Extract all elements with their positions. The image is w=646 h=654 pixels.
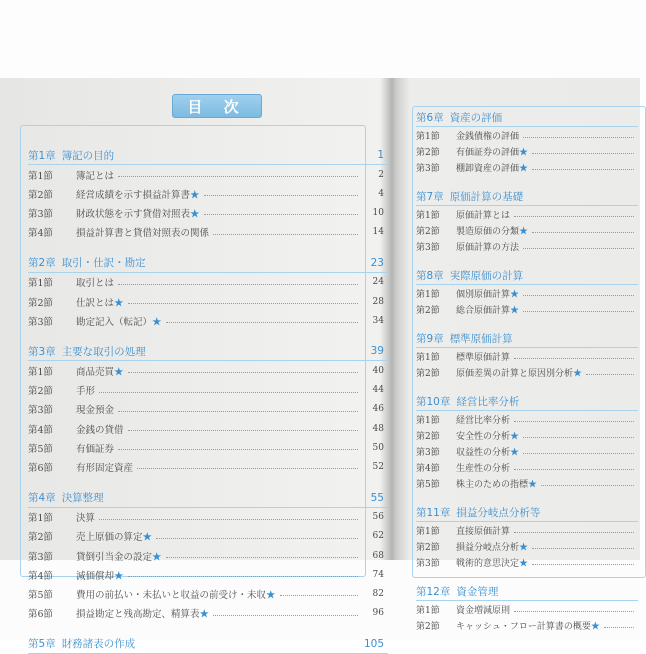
section-number: 第2節: [416, 542, 440, 553]
chapter-block: [416, 266, 638, 317]
chapter-number: 第5章: [28, 638, 56, 651]
star-icon: ★: [190, 189, 200, 201]
section-title: 原価計算の方法: [456, 242, 520, 253]
leader-dots: [532, 232, 634, 233]
section-number: 第4節: [28, 228, 54, 240]
star-icon: ★: [590, 621, 600, 632]
section-number: 第2節: [28, 532, 54, 544]
section-title: 勘定記入（転記）★: [76, 316, 162, 328]
section-row[interactable]: [28, 546, 388, 565]
section-number: 第2節: [28, 297, 54, 309]
section-number: 第1節: [416, 131, 440, 142]
background-top: [0, 0, 640, 78]
section-row[interactable]: [28, 457, 388, 476]
section-number: 第2節: [416, 147, 440, 158]
leader-dots: [99, 392, 358, 393]
chapter-title: 主要な取引の処理: [61, 345, 146, 358]
leader-dots: [118, 411, 358, 412]
section-title: 損益勘定と残高勘定、精算表★: [76, 609, 210, 621]
section-row[interactable]: [416, 443, 638, 459]
section-row[interactable]: [28, 584, 388, 603]
leader-dots: [118, 284, 358, 285]
section-title: 決算: [76, 513, 96, 525]
chapter-heading[interactable]: [416, 187, 638, 206]
section-number: 第1節: [416, 415, 440, 426]
leader-dots: [128, 576, 358, 577]
leader-dots: [523, 295, 634, 296]
section-title: 金銭の貸借: [76, 424, 124, 436]
chapter-title: 簿記の目的: [61, 149, 115, 162]
section-number: 第1節: [28, 170, 54, 182]
leader-dots: [523, 248, 634, 249]
section-row[interactable]: [28, 292, 388, 311]
leader-dots: [532, 169, 634, 170]
section-row[interactable]: [28, 527, 388, 546]
section-page: 4: [378, 188, 384, 199]
leader-dots: [156, 538, 358, 539]
toc-title: 目 次: [172, 94, 262, 118]
chapter-block: [416, 582, 638, 633]
section-number: 第2節: [416, 431, 440, 442]
section-title: 資金増減原則: [456, 605, 511, 616]
section-row[interactable]: [28, 311, 388, 330]
section-number: 第3節: [28, 405, 54, 417]
section-row[interactable]: [28, 223, 388, 242]
leader-dots: [166, 557, 358, 558]
section-title: 費用の前払い・未払いと収益の前受け・未収★: [76, 589, 276, 601]
star-icon: ★: [519, 542, 529, 553]
section-title: キャッシュ・フロー計算書の概要★: [456, 621, 600, 632]
section-title: 有価証券の評価★: [456, 147, 529, 158]
chapter-page: 39: [370, 345, 384, 358]
section-row[interactable]: [28, 381, 388, 400]
section-number: 第4節: [28, 570, 54, 582]
leader-dots: [514, 469, 634, 470]
leader-dots: [99, 519, 358, 520]
section-row[interactable]: [416, 554, 638, 570]
section-number: 第6節: [28, 462, 54, 474]
chapter-title: 経営比率分析: [456, 395, 520, 408]
section-page: 68: [372, 550, 384, 561]
chapter-heading[interactable]: [28, 342, 388, 361]
chapter-page: 23: [370, 256, 384, 269]
leader-dots: [128, 303, 358, 304]
section-page: 46: [372, 404, 384, 415]
section-number: 第1節: [416, 289, 440, 300]
chapter-block: [416, 108, 638, 175]
chapter-block: [28, 342, 388, 476]
chapter-number: 第4章: [28, 492, 56, 505]
star-icon: ★: [199, 609, 210, 621]
open-book: [0, 78, 640, 651]
chapter-title: 資産の評価: [449, 111, 503, 124]
section-number: 第4節: [416, 463, 440, 474]
section-title: 直接原価計算: [456, 526, 511, 537]
section-title: 現金預金: [76, 405, 115, 417]
section-row[interactable]: [416, 601, 638, 617]
section-title: 売上原価の算定★: [76, 532, 153, 544]
chapter-heading[interactable]: [28, 489, 388, 508]
section-row[interactable]: [416, 127, 638, 143]
section-number: 第3節: [416, 447, 440, 458]
section-row[interactable]: [28, 203, 388, 222]
section-title: 仕訳とは★: [76, 297, 124, 309]
section-number: 第2節: [28, 189, 54, 201]
leader-dots: [128, 372, 358, 373]
section-number: 第3節: [416, 242, 440, 253]
section-page: 52: [372, 461, 384, 472]
leader-dots: [514, 532, 634, 533]
section-number: 第1節: [28, 513, 54, 525]
chapter-heading[interactable]: [416, 266, 638, 285]
section-number: 第5節: [416, 479, 440, 490]
section-title: 商品売買★: [76, 366, 124, 378]
section-page: 10: [372, 207, 384, 218]
leader-dots: [523, 311, 634, 312]
section-row[interactable]: [28, 604, 388, 623]
section-row[interactable]: [416, 159, 638, 175]
chapter-title: 標準原価計算: [449, 332, 513, 345]
star-icon: ★: [519, 558, 529, 569]
section-number: 第6節: [28, 609, 54, 621]
section-title: 原価差異の計算と原因別分析★: [456, 368, 583, 379]
section-page: 14: [372, 227, 384, 238]
section-row[interactable]: [416, 222, 638, 238]
section-row[interactable]: [28, 438, 388, 457]
section-row[interactable]: [416, 206, 638, 222]
chapter-title: 原価計算の基礎: [449, 190, 524, 203]
chapter-heading[interactable]: [416, 329, 638, 348]
section-row[interactable]: [28, 419, 388, 438]
chapter-number: 第1章: [28, 149, 56, 162]
section-row[interactable]: [416, 348, 638, 364]
star-icon: ★: [519, 163, 529, 174]
star-icon: ★: [152, 316, 162, 328]
chapter-block: [416, 503, 638, 570]
section-title: 収益性の分析★: [456, 447, 520, 458]
chapter-title: 実際原価の計算: [449, 269, 524, 282]
section-title: 株主のための指標★: [456, 479, 538, 490]
section-title: 貸倒引当金の設定★: [76, 551, 162, 563]
chapter-block: [28, 254, 388, 331]
leader-dots: [514, 358, 634, 359]
section-page: 28: [372, 296, 384, 307]
section-page: 56: [372, 512, 384, 523]
section-title: 個別原価計算★: [456, 289, 520, 300]
section-row[interactable]: [416, 285, 638, 301]
section-number: 第1節: [416, 605, 440, 616]
section-title: 取引とは: [76, 278, 115, 290]
leader-dots: [532, 153, 634, 154]
section-row[interactable]: [416, 475, 638, 491]
section-page: 50: [372, 442, 384, 453]
leader-dots: [204, 214, 358, 215]
section-number: 第1節: [416, 352, 440, 363]
star-icon: ★: [266, 589, 276, 601]
section-number: 第1節: [416, 526, 440, 537]
section-row[interactable]: [416, 411, 638, 427]
leader-dots: [137, 468, 358, 469]
section-row[interactable]: [28, 273, 388, 292]
leader-dots: [523, 437, 634, 438]
section-number: 第2節: [416, 305, 440, 316]
chapter-heading[interactable]: [28, 254, 388, 273]
section-page: 34: [372, 315, 384, 326]
section-row[interactable]: [416, 238, 638, 254]
section-row[interactable]: [416, 617, 638, 633]
section-number: 第2節: [28, 386, 54, 398]
leader-dots: [532, 548, 634, 549]
section-title: 総合原価計算★: [456, 305, 520, 316]
section-row[interactable]: [28, 165, 388, 184]
chapter-title: 損益分岐点分析等: [456, 506, 541, 519]
leader-dots: [213, 615, 358, 616]
section-row[interactable]: [28, 508, 388, 527]
section-number: 第3節: [28, 316, 54, 328]
chapter-block: [28, 146, 388, 242]
section-row[interactable]: [416, 538, 638, 554]
chapter-block: [416, 329, 638, 380]
chapter-page: 1: [377, 149, 384, 161]
section-title: 財政状態を示す貸借対照表★: [76, 208, 200, 220]
chapter-number: 第9章: [416, 332, 444, 345]
chapter-number: 第3章: [28, 345, 56, 358]
section-row[interactable]: [28, 565, 388, 584]
section-title: 有形固定資産: [76, 462, 134, 474]
left-page: [0, 78, 386, 651]
section-page: 2: [378, 169, 384, 180]
chapter-number: 第6章: [416, 111, 444, 124]
section-number: 第3節: [416, 558, 440, 569]
chapter-heading[interactable]: [28, 146, 388, 165]
star-icon: ★: [510, 431, 520, 442]
leader-dots: [604, 627, 634, 628]
section-page: 74: [372, 569, 384, 580]
section-title: 損益分岐点分析★: [456, 542, 529, 553]
section-page: 44: [372, 385, 384, 396]
section-number: 第2節: [416, 368, 440, 379]
section-number: 第1節: [28, 278, 54, 290]
leader-dots: [514, 611, 634, 612]
section-row[interactable]: [416, 143, 638, 159]
chapter-block: [28, 489, 388, 623]
section-title: 手形: [76, 386, 96, 398]
chapter-heading[interactable]: [416, 582, 638, 601]
leader-dots: [204, 195, 358, 196]
section-title: 生産性の分析: [456, 463, 511, 474]
section-page: 62: [372, 531, 384, 542]
chapter-number: 第10章: [416, 395, 451, 408]
chapter-number: 第7章: [416, 190, 444, 203]
star-icon: ★: [152, 551, 162, 563]
leader-dots: [514, 421, 634, 422]
section-number: 第3節: [416, 163, 440, 174]
star-icon: ★: [142, 532, 153, 544]
section-title: 損益計算書と貸借対照表の関係: [76, 228, 210, 240]
chapter-page: 55: [370, 491, 384, 504]
section-number: 第5節: [28, 589, 54, 601]
leader-dots: [523, 137, 634, 138]
chapter-heading[interactable]: [416, 392, 638, 411]
leader-dots: [213, 234, 358, 235]
section-title: 減価償却★: [76, 570, 124, 582]
section-row[interactable]: [28, 361, 388, 380]
leader-dots: [532, 564, 634, 565]
star-icon: ★: [510, 305, 520, 316]
section-row[interactable]: [416, 522, 638, 538]
section-title: 製造原価の分類★: [456, 226, 529, 237]
chapter-heading[interactable]: [416, 503, 638, 522]
section-title: 安全性の分析★: [456, 431, 520, 442]
section-page: 82: [372, 588, 384, 599]
leader-dots: [541, 485, 634, 486]
leader-dots: [128, 430, 358, 431]
section-number: 第3節: [28, 551, 54, 563]
chapter-number: 第12章: [416, 585, 451, 598]
section-number: 第4節: [28, 424, 54, 436]
chapter-title: 資金管理: [456, 585, 499, 598]
section-page: 96: [372, 608, 384, 619]
section-number: 第1節: [416, 210, 440, 221]
section-row[interactable]: [416, 459, 638, 475]
star-icon: ★: [519, 147, 529, 158]
section-number: 第1節: [28, 366, 54, 378]
chapter-block: [416, 392, 638, 491]
section-title: 経営成績を示す損益計算書★: [76, 189, 200, 201]
star-icon: ★: [190, 208, 200, 220]
section-number: 第2節: [416, 226, 440, 237]
leader-dots: [514, 216, 634, 217]
section-title: 棚卸資産の評価★: [456, 163, 529, 174]
leader-dots: [166, 322, 358, 323]
section-page: 24: [372, 277, 384, 288]
section-number: 第2節: [416, 621, 440, 632]
star-icon: ★: [114, 366, 124, 378]
chapter-block: [416, 187, 638, 254]
chapter-number: 第11章: [416, 506, 451, 519]
section-row[interactable]: [28, 184, 388, 203]
chapter-heading[interactable]: [28, 635, 388, 654]
section-title: 金銭債権の評価: [456, 131, 520, 142]
section-title: 有価証券: [76, 443, 115, 455]
leader-dots: [280, 595, 358, 596]
section-number: 第5節: [28, 443, 54, 455]
chapter-title: 決算整理: [61, 492, 104, 505]
section-title: 経営比率分析: [456, 415, 511, 426]
chapter-number: 第8章: [416, 269, 444, 282]
leader-dots: [586, 374, 634, 375]
leader-dots: [118, 449, 358, 450]
chapter-page: 105: [363, 637, 384, 650]
chapter-number: 第2章: [28, 257, 56, 270]
section-row[interactable]: [416, 427, 638, 443]
section-title: 簿記とは: [76, 170, 115, 182]
star-icon: ★: [510, 447, 520, 458]
chapter-title: 財務諸表の作成: [61, 638, 136, 651]
section-page: 40: [372, 365, 384, 376]
section-number: 第3節: [28, 208, 54, 220]
section-page: 48: [372, 423, 384, 434]
star-icon: ★: [114, 297, 124, 309]
leader-dots: [523, 453, 634, 454]
section-title: 戦術的意思決定★: [456, 558, 529, 569]
section-row[interactable]: [28, 400, 388, 419]
section-title: 標準原価計算: [456, 352, 511, 363]
star-icon: ★: [573, 368, 583, 379]
section-row[interactable]: [416, 301, 638, 317]
right-page: [398, 78, 640, 632]
section-row[interactable]: [416, 364, 638, 380]
chapter-title: 取引・仕訳・勘定: [61, 257, 146, 270]
chapter-block: [28, 635, 388, 654]
star-icon: ★: [528, 479, 538, 490]
chapter-heading[interactable]: [416, 108, 638, 127]
star-icon: ★: [114, 570, 124, 582]
section-title: 原価計算とは: [456, 210, 511, 221]
star-icon: ★: [510, 289, 520, 300]
star-icon: ★: [519, 226, 529, 237]
leader-dots: [118, 176, 358, 177]
